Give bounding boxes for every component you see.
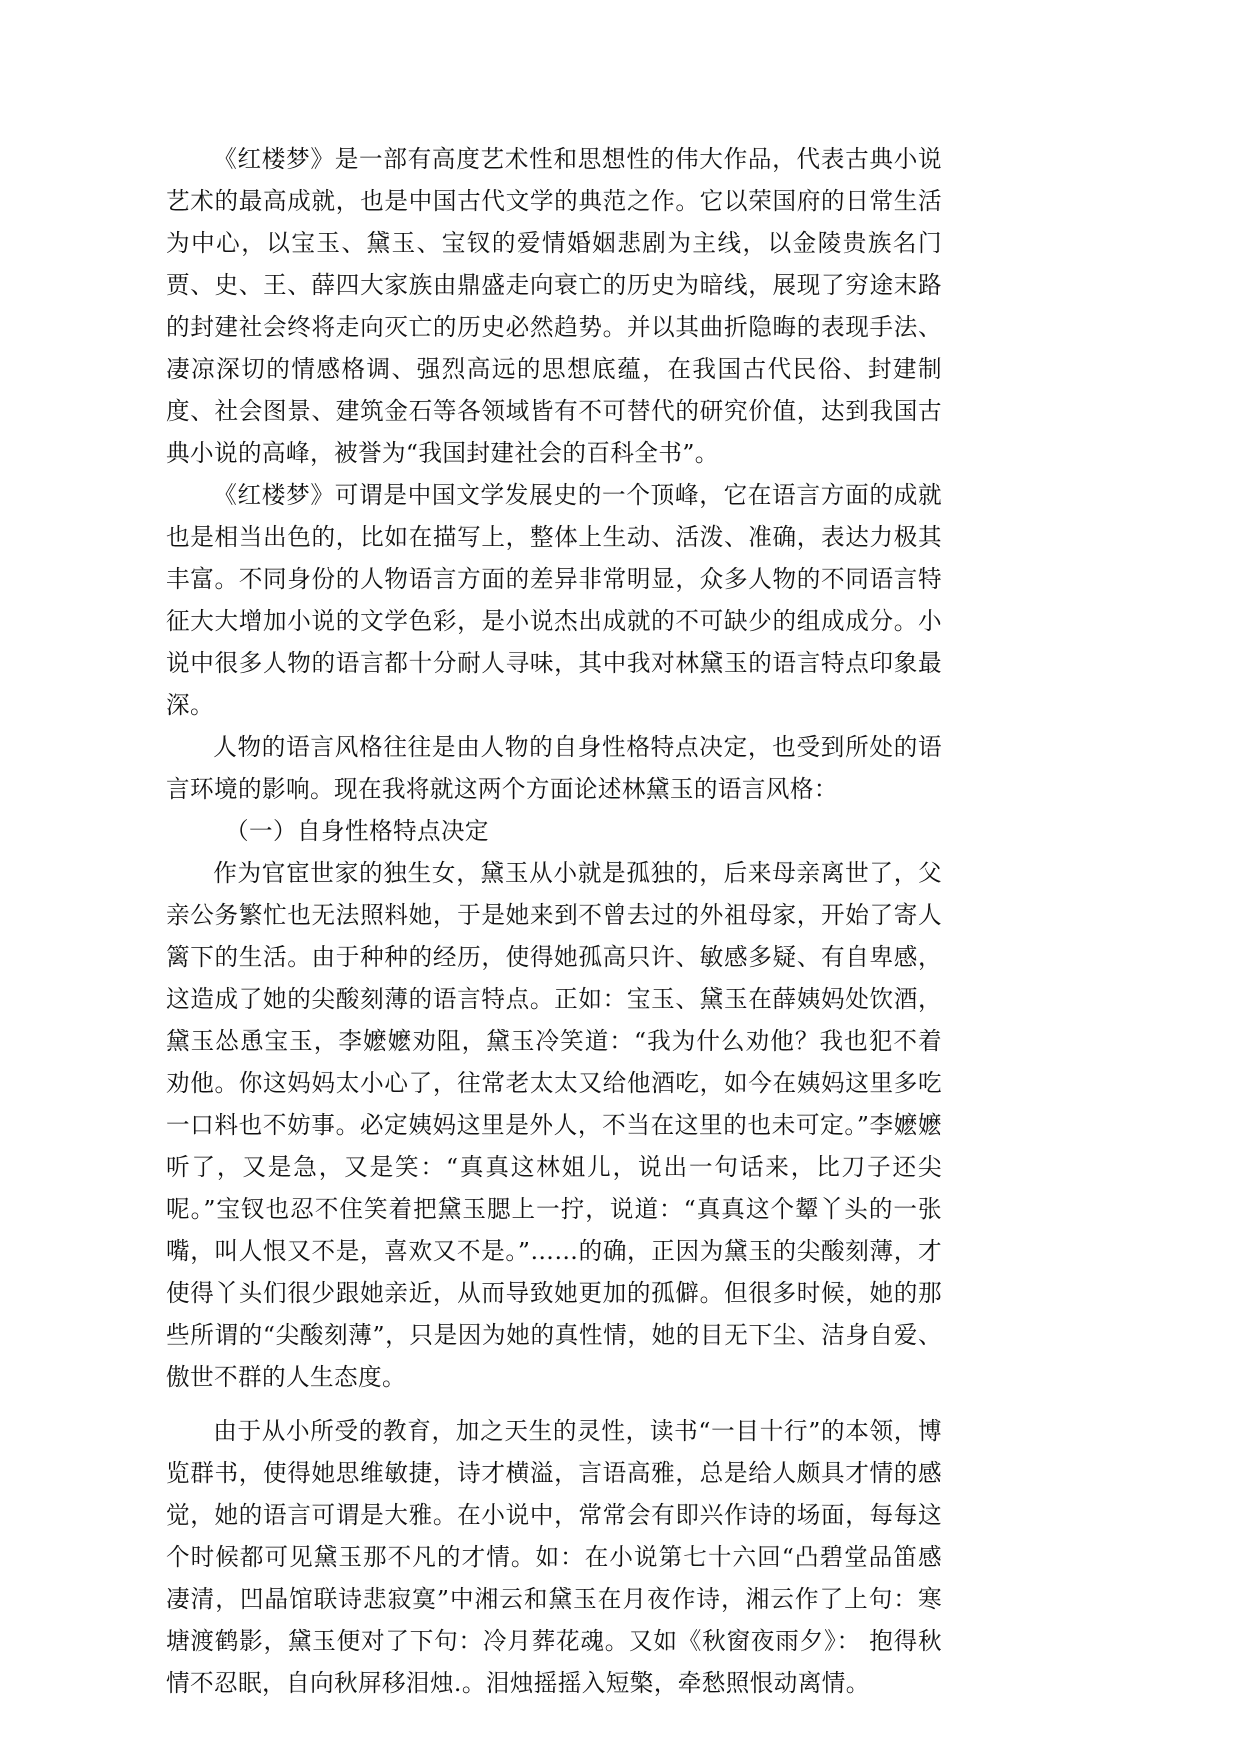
paragraph-gap (166, 1398, 942, 1410)
section-subheading: （一）自身性格特点决定 (225, 817, 489, 845)
paragraph-thesis: 人物的语言风格往往是由人物的自身性格特点决定，也受到所处的语言环境的影响。现在我将就这两个方面论述林黛玉的语言风格： (166, 733, 942, 803)
paragraph-poetic-talent: 由于从小所受的教育，加之天生的灵性，读书“一目十行”的本领，博览群书，使得她思维敏捷，诗才横溢，言语高雅，总是给人颇具才情的感觉，她的语言可谓是大雅。在小说中，常常会有即兴作诗的场面，每每这个时候都可见黛玉那不凡的才情。如：在小说第七十六回“凸碧堂品笛感凄清，凹晶馆联诗悲寂寞”中湘云和黛玉在月夜作诗，湘云作了上句：寒塘渡鹤影，黛玉便对了下句：冷月葬花魂。又如《秋窗夜雨夕》： 抱得秋情不忍眠，自向秋屏移泪烛.。泪烛摇摇入短檠，牵愁照恨动离情。 (166, 1417, 942, 1697)
document-page (166, 138, 942, 1704)
paragraph-sharp-tongue: 作为官宦世家的独生女，黛玉从小就是孤独的，后来母亲离世了，父亲公务繁忙也无法照料她，于是她来到不曾去过的外祖母家，开始了寄人篱下的生活。由于种种的经历，使得她孤高只许、敏感多疑、有自卑感，这造成了她的尖酸刻薄的语言特点。正如：宝玉、黛玉在薛姨妈处饮酒，黛玉怂恿宝玉，李嬷嬷劝阻，黛玉冷笑道：“我为什么劝他？我也犯不着劝他。你这妈妈太小心了，往常老太太又给他酒吃，如今在姨妈这里多吃一口料也不妨事。必定姨妈这里是外人，不当在这里的也未可定。”李嬷嬷听了，又是急，又是笑：“真真这林姐儿，说出一句话来，比刀子还尖呢。”宝钗也忍不住笑着把黛玉腮上一拧，说道：“真真这个颦丫头的一张嘴，叫人恨又不是，喜欢又不是。”……的确，正因为黛玉的尖酸刻薄，才使得丫头们很少跟她亲近，从而导致她更加的孤僻。但很多时候，她的那些所谓的“尖酸刻薄”，只是因为她的真性情，她的目无下尘、洁身自爱、傲世不群的人生态度。 (166, 859, 942, 1391)
paragraph-language-achievement: 《红楼梦》可谓是中国文学发展史的一个顶峰，它在语言方面的成就也是相当出色的，比如在描写上，整体上生动、活泼、准确，表达力极其丰富。不同身份的人物语言方面的差异非常明显，众多人物的不同语言特征大大增加小说的文学色彩，是小说杰出成就的不可缺少的组成成分。小说中很多人物的语言都十分耐人寻味，其中我对林黛玉的语言特点印象最深。 (166, 481, 942, 719)
paragraph-intro: 《红楼梦》是一部有高度艺术性和思想性的伟大作品，代表古典小说艺术的最高成就，也是中国古代文学的典范之作。它以荣国府的日常生活为中心，以宝玉、黛玉、宝钗的爱情婚姻悲剧为主线，以金陵贵族名门贾、史、王、薛四大家族由鼎盛走向衰亡的历史为暗线，展现了穷途末路的封建社会终将走向灭亡的历史必然趋势。并以其曲折隐晦的表现手法、凄凉深切的情感格调、强烈高远的思想底蕴，在我国古代民俗、封建制度、社会图景、建筑金石等各领域皆有不可替代的研究价值，达到我国古典小说的高峰，被誉为“我国封建社会的百科全书”。 (166, 145, 942, 467)
